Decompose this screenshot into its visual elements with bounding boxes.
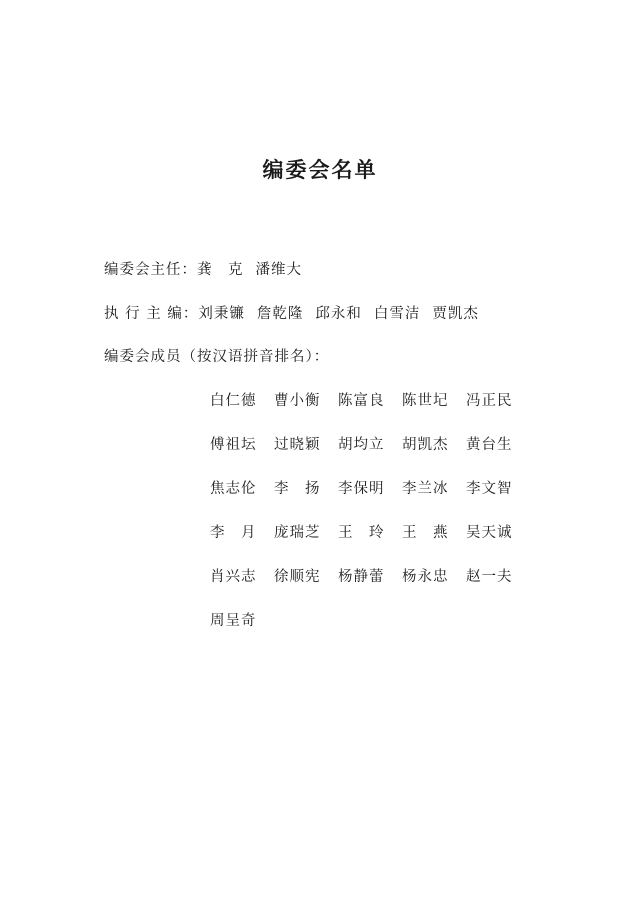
member-name: 过晓颖 <box>274 437 321 453</box>
members-row <box>210 567 530 611</box>
member-name: 王 燕 <box>402 525 449 541</box>
members-row <box>210 523 530 567</box>
member-name: 白仁德 <box>210 393 257 409</box>
member-name: 李保明 <box>338 481 385 497</box>
member-name: 李兰冰 <box>402 481 449 497</box>
member-name: 赵一夫 <box>466 569 513 585</box>
member-name: 周呈奇 <box>210 613 257 629</box>
member-name: 胡均立 <box>338 437 385 453</box>
member-name: 徐顺宪 <box>274 569 321 585</box>
members-row <box>210 611 530 655</box>
executive-editor-name: 詹乾隆 <box>256 306 304 322</box>
member-name: 杨静蕾 <box>338 569 385 585</box>
executive-editor-name: 刘秉镰 <box>198 306 245 322</box>
member-name: 杨永忠 <box>402 569 449 585</box>
member-name: 曹小衡 <box>274 393 321 409</box>
member-name: 李 扬 <box>274 481 321 497</box>
members-row <box>210 391 530 435</box>
executive-editor-name: 贾凯杰 <box>432 306 479 322</box>
director-name: 潘维大 <box>255 262 302 278</box>
member-name: 肖兴志 <box>210 569 257 585</box>
member-name: 陈富良 <box>338 393 385 409</box>
member-name: 吴天诚 <box>466 525 513 541</box>
executive-editor-name: 白雪洁 <box>373 306 421 322</box>
member-name: 王 玲 <box>338 525 385 541</box>
page-title: 编委会名单 <box>262 157 378 182</box>
member-name: 李 月 <box>210 525 257 541</box>
director-name: 龚 克 <box>197 262 244 278</box>
members-label: 编委会成员（按汉语拼音排名）： <box>104 349 330 365</box>
director-line <box>104 260 302 280</box>
executive-editors-label: 执 行 主 编： <box>104 306 199 322</box>
members-row <box>210 435 530 479</box>
member-name: 冯正民 <box>466 393 513 409</box>
member-name: 李文智 <box>466 481 513 497</box>
director-label: 编委会主任： <box>104 262 197 278</box>
member-name: 庞瑞芝 <box>274 525 321 541</box>
executive-editor-name: 邱永和 <box>315 306 362 322</box>
member-name: 胡凯杰 <box>402 437 449 453</box>
executive-editors-line <box>104 304 479 324</box>
members-grid <box>210 391 530 655</box>
member-name: 黄台生 <box>466 437 513 453</box>
members-row <box>210 479 530 523</box>
member-name: 焦志伦 <box>210 481 257 497</box>
member-name: 陈世圮 <box>402 393 449 409</box>
member-name: 傅祖坛 <box>210 437 257 453</box>
